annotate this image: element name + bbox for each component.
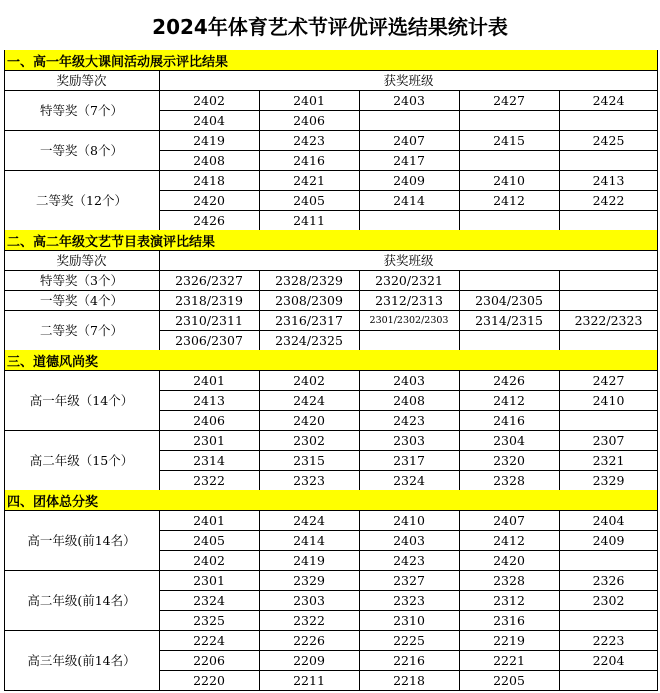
class-cell: 2307 xyxy=(592,432,625,448)
class-cell: 2326/2327 xyxy=(175,272,243,288)
class-cell: 2402 xyxy=(293,372,325,388)
class-cell: 2304/2305 xyxy=(475,292,543,308)
class-cell xyxy=(459,210,559,230)
class-cell: 2412 xyxy=(493,392,525,408)
grid-line xyxy=(159,390,658,391)
award-group-label: 二等奖（7个） xyxy=(40,323,123,338)
grid-line xyxy=(159,330,658,331)
class-cell: 2422 xyxy=(592,192,625,208)
class-cell: 2408 xyxy=(193,152,225,168)
class-cell: 2407 xyxy=(393,132,425,148)
grid-line xyxy=(159,530,658,531)
section-header: 一、高一年级大课间活动展示评比结果 xyxy=(4,50,658,70)
grid-line xyxy=(159,610,658,611)
class-cell: 2317 xyxy=(393,452,425,468)
class-cell: 2413 xyxy=(592,172,625,188)
class-cell: 2410 xyxy=(493,172,525,188)
class-cell: 2424 xyxy=(293,512,325,528)
class-cell: 2401 xyxy=(193,372,225,388)
award-group-label: 一等奖（4个） xyxy=(40,293,123,308)
award-group-label: 高二年级(前14名） xyxy=(27,593,136,608)
class-cell xyxy=(559,290,658,310)
class-cell: 2404 xyxy=(592,512,625,528)
class-cell: 2324 xyxy=(193,592,225,608)
class-cell: 2415 xyxy=(493,132,525,148)
class-cell: 2226 xyxy=(293,632,325,648)
class-cell: 2315 xyxy=(293,452,325,468)
class-cell xyxy=(559,550,658,570)
class-cell: 2218 xyxy=(393,672,425,688)
class-cell: 2312 xyxy=(493,592,525,608)
class-cell xyxy=(559,330,658,350)
class-cell: 2328 xyxy=(493,572,525,588)
class-cell: 2419 xyxy=(293,552,325,568)
class-cell: 2224 xyxy=(193,632,225,648)
class-cell: 2409 xyxy=(592,532,625,548)
class-cell: 2316/2317 xyxy=(275,312,343,328)
class-cell xyxy=(559,610,658,630)
class-cell: 2427 xyxy=(493,92,525,108)
class-cell: 2427 xyxy=(592,372,625,388)
class-cell: 2216 xyxy=(393,652,425,668)
class-cell: 2221 xyxy=(493,652,525,668)
class-cell: 2328 xyxy=(493,472,525,488)
class-cell: 2209 xyxy=(293,652,325,668)
award-group-label: 高一年级(前14名） xyxy=(27,533,136,548)
class-cell: 2320 xyxy=(493,452,525,468)
class-cell: 2405 xyxy=(293,192,325,208)
class-cell: 2301/2302/2303 xyxy=(369,314,449,326)
class-cell: 2322/2323 xyxy=(574,312,643,328)
class-cell: 2420 xyxy=(193,192,225,208)
class-cell: 2414 xyxy=(293,532,325,548)
class-cell xyxy=(559,410,658,430)
class-cell: 2414 xyxy=(393,192,425,208)
award-group-label: 特等奖（3个） xyxy=(40,273,123,288)
class-cell: 2424 xyxy=(592,92,625,108)
results-table xyxy=(4,50,658,690)
class-cell: 2412 xyxy=(493,192,525,208)
grid-line xyxy=(159,450,658,451)
class-cell: 2326 xyxy=(592,572,625,588)
award-group-label: 特等奖（7个） xyxy=(40,103,123,118)
class-cell: 2329 xyxy=(592,472,625,488)
class-cell: 2408 xyxy=(393,392,425,408)
class-cell: 2314/2315 xyxy=(475,312,543,328)
grid-line xyxy=(159,550,658,551)
class-cell: 2413 xyxy=(193,392,225,408)
class-cell: 2204 xyxy=(592,652,625,668)
class-cell xyxy=(359,210,459,230)
class-cell: 2402 xyxy=(193,552,225,568)
class-cell: 2314 xyxy=(193,452,225,468)
section-header: 二、高二年级文艺节目表演评比结果 xyxy=(4,230,658,250)
grid-line xyxy=(159,110,658,111)
class-cell: 2308/2309 xyxy=(275,292,343,308)
award-group-label: 高二年级（15个） xyxy=(29,453,134,468)
class-cell: 2418 xyxy=(193,172,225,188)
class-cell: 2205 xyxy=(493,672,525,688)
class-cell: 2403 xyxy=(393,92,425,108)
class-cell xyxy=(459,330,559,350)
class-cell: 2425 xyxy=(592,132,625,148)
page-title: 2024年体育艺术节评优评选结果统计表 xyxy=(152,14,508,39)
class-cell: 2211 xyxy=(293,672,325,688)
class-cell: 2310 xyxy=(393,612,425,628)
class-cell xyxy=(559,110,658,130)
class-cell: 2306/2307 xyxy=(175,332,243,348)
class-cell: 2329 xyxy=(293,572,325,588)
grid-line xyxy=(159,670,658,671)
class-cell xyxy=(359,330,459,350)
column-header-award-level: 奖励等次 xyxy=(56,253,107,268)
class-cell xyxy=(459,110,559,130)
class-cell: 2320/2321 xyxy=(375,272,443,288)
class-cell xyxy=(559,210,658,230)
class-cell xyxy=(459,270,559,290)
class-cell: 2403 xyxy=(393,372,425,388)
class-cell: 2401 xyxy=(193,512,225,528)
section-header: 三、道德风尚奖 xyxy=(4,350,658,370)
class-cell: 2324 xyxy=(393,472,425,488)
column-header-award-level: 奖励等次 xyxy=(56,73,107,88)
class-cell: 2420 xyxy=(493,552,525,568)
class-cell xyxy=(459,150,559,170)
class-cell: 2328/2329 xyxy=(275,272,343,288)
class-cell: 2225 xyxy=(393,632,425,648)
class-cell: 2301 xyxy=(193,432,225,448)
class-cell: 2405 xyxy=(193,532,225,548)
award-group-label: 高一年级（14个） xyxy=(29,393,134,408)
class-cell: 2303 xyxy=(393,432,425,448)
class-cell: 2416 xyxy=(293,152,325,168)
section-header: 四、团体总分奖 xyxy=(4,490,658,510)
award-group-label: 二等奖（12个） xyxy=(36,193,127,208)
grid-line xyxy=(159,70,160,90)
class-cell: 2312/2313 xyxy=(375,292,443,308)
class-cell: 2401 xyxy=(293,92,325,108)
class-cell: 2409 xyxy=(393,172,425,188)
grid-line xyxy=(159,410,658,411)
class-cell xyxy=(559,270,658,290)
class-cell: 2220 xyxy=(193,672,225,688)
class-cell: 2301 xyxy=(193,572,225,588)
class-cell: 2426 xyxy=(193,212,225,228)
class-cell: 2423 xyxy=(393,552,425,568)
class-cell: 2322 xyxy=(193,472,225,488)
grid-line xyxy=(159,650,658,651)
class-cell: 2206 xyxy=(193,652,225,668)
class-cell: 2324/2325 xyxy=(275,332,343,348)
award-group-label: 高三年级(前14名） xyxy=(27,653,136,668)
class-cell xyxy=(559,670,658,690)
grid-line xyxy=(4,690,658,691)
class-cell: 2416 xyxy=(493,412,525,428)
grid-line xyxy=(159,470,658,471)
class-cell: 2423 xyxy=(293,132,325,148)
class-cell: 2426 xyxy=(493,372,525,388)
class-cell: 2403 xyxy=(393,532,425,548)
class-cell: 2424 xyxy=(293,392,325,408)
grid-line xyxy=(159,250,160,270)
class-cell: 2406 xyxy=(193,412,225,428)
award-group-label: 一等奖（8个） xyxy=(40,143,123,158)
class-cell: 2219 xyxy=(493,632,525,648)
class-cell: 2325 xyxy=(193,612,225,628)
column-header-winning-classes: 获奖班级 xyxy=(383,253,434,268)
class-cell: 2318/2319 xyxy=(175,292,243,308)
class-cell: 2404 xyxy=(193,112,225,128)
class-cell: 2420 xyxy=(293,412,325,428)
class-cell: 2410 xyxy=(592,392,625,408)
grid-line xyxy=(657,50,658,690)
column-header-winning-classes: 获奖班级 xyxy=(383,73,434,88)
class-cell: 2322 xyxy=(293,612,325,628)
class-cell: 2402 xyxy=(193,92,225,108)
grid-line xyxy=(159,590,658,591)
class-cell: 2410 xyxy=(393,512,425,528)
class-cell: 2304 xyxy=(493,432,525,448)
grid-line xyxy=(159,150,658,151)
class-cell xyxy=(359,110,459,130)
class-cell: 2310/2311 xyxy=(175,312,243,328)
class-cell: 2412 xyxy=(493,532,525,548)
class-cell: 2321 xyxy=(592,452,625,468)
class-cell: 2327 xyxy=(393,572,425,588)
grid-line xyxy=(159,190,658,191)
class-cell: 2223 xyxy=(592,632,625,648)
class-cell xyxy=(559,150,658,170)
class-cell: 2316 xyxy=(493,612,525,628)
class-cell: 2302 xyxy=(592,592,625,608)
class-cell: 2421 xyxy=(293,172,325,188)
class-cell: 2417 xyxy=(393,152,425,168)
class-cell: 2406 xyxy=(293,112,325,128)
class-cell: 2411 xyxy=(293,212,325,228)
class-cell: 2302 xyxy=(293,432,325,448)
class-cell: 2303 xyxy=(293,592,325,608)
class-cell: 2407 xyxy=(493,512,525,528)
grid-line xyxy=(4,50,5,690)
class-cell: 2323 xyxy=(393,592,425,608)
class-cell: 2423 xyxy=(393,412,425,428)
class-cell: 2323 xyxy=(293,472,325,488)
grid-line xyxy=(159,210,658,211)
class-cell: 2419 xyxy=(193,132,225,148)
